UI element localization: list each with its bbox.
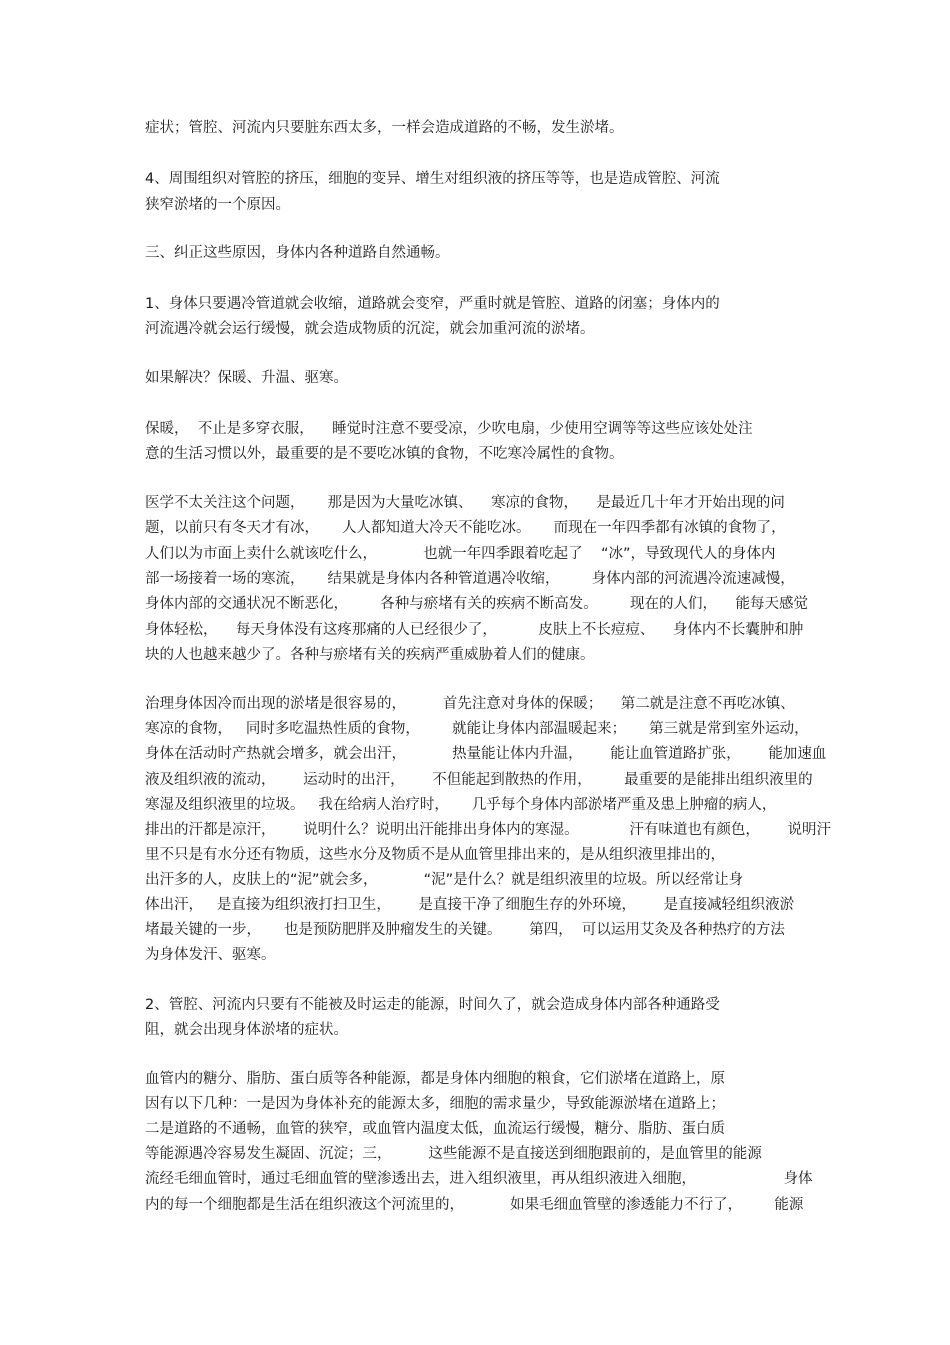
text-line: 出汗多的人，皮肤上的“泥”就会多， “泥”是什么？就是组织液里的垃圾。所以经常让身	[145, 872, 744, 888]
text-line: 因有以下几种：一是因为身体补充的能源太多，细胞的需求量少，导致能源淤堵在道路上；	[145, 1096, 725, 1112]
text-line: 三、纠正这些原因，身体内各种道路自然通畅。	[145, 245, 450, 261]
text-line: 医学不太关注这个问题， 那是因为大量吃冰镇、 寒凉的食物， 是最近几十年才开始出现的问	[145, 495, 785, 511]
text-line: 内的每一个细胞都是生活在组织液这个河流里的， 如果毛细血管壁的渗透能力不行了， 能源	[145, 1197, 804, 1213]
text-line: 身体在活动时产热就会增多，就会出汗， 热量能让体内升温， 能让血管道路扩张， 能加速血	[145, 746, 827, 762]
text-line: 里不只是有水分还有物质，这些水分及物质不是从血管里排出来的，是从组织液里排出的，	[145, 847, 725, 863]
text-line: 二是道路的不通畅，血管的狭窄，或血管内温度太低，血流运行缓慢，糖分、脂肪、蛋白质	[145, 1121, 725, 1137]
text-line: 题，以前只有冬天才有冰， 人人都知道大冷天不能吃冰。 而现在一年四季都有冰镇的食物了，	[145, 520, 786, 536]
text-line: 狭窄淤堵的一个原因。	[145, 197, 290, 213]
text-line: 保暖， 不止是多穿衣服， 睡觉时注意不要受凉，少吹电扇，少使用空调等等这些应该处处注	[145, 421, 753, 437]
text-line: 2、管腔、河流内只要有不能被及时运走的能源，时间久了，就会造成身体内部各种通路受	[145, 997, 720, 1013]
text-line: 堵最关键的一步， 也是预防肥胖及肿瘤发生的关键。 第四， 可以运用艾灸及各种热疗的方法	[145, 922, 785, 938]
text-line: 部一场接着一场的寒流， 结果就是身体内各种管道遇冷收缩， 身体内部的河流遇冷流速减慢，	[145, 571, 795, 587]
text-line: 排出的汗都是凉汗， 说明什么？说明出汗能排出身体内的寒湿。 汗有味道也有颜色， 说明汗	[145, 822, 832, 838]
text-line: 流经毛细血管时，通过毛细血管的壁渗透出去，进入组织液里，再从组织液进入细胞， 身体	[145, 1171, 813, 1187]
text-line: 阻，就会出现身体淤堵的症状。	[145, 1022, 348, 1038]
text-line: 血管内的糖分、脂肪、蛋白质等各种能源，都是身体内细胞的粮食，它们淤堵在道路上，原	[145, 1071, 725, 1087]
text-line: 身体内部的交通状况不断恶化， 各种与瘀堵有关的疾病不断高发。 现在的人们， 能每天感觉	[145, 596, 808, 612]
text-line: 块的人也越来越少了。各种与瘀堵有关的疾病严重威胁着人们的健康。	[145, 647, 595, 663]
text-line: 身体轻松， 每天身体没有这疼那痛的人已经很少了， 皮肤上不长痘痘、 身体内不长囊肿和肿	[145, 622, 804, 638]
text-line: 意的生活习惯以外，最重要的是不要吃冰镇的食物，不吃寒冷属性的食物。	[145, 446, 624, 462]
text-line: 人们以为市面上卖什么就该吃什么， 也就一年四季跟着吃起了 “冰”，导致现代人的身体内	[145, 546, 776, 562]
text-line: 为身体发汗、驱寒。	[145, 947, 276, 963]
text-line: 如果解决？保暖、升温、驱寒。	[145, 370, 348, 386]
text-line: 寒凉的食物， 同时多吃温热性质的食物， 就能让身体内部温暖起来； 第三就是常到室外运动，	[145, 721, 809, 737]
text-line: 液及组织液的流动， 运动时的出汗， 不但能起到散热的作用， 最重要的是能排出组织液里的	[145, 772, 813, 788]
text-line: 症状；管腔、河流内只要脏东西太多，一样会造成道路的不畅，发生淤堵。	[145, 120, 624, 136]
text-line: 河流遇冷就会运行缓慢，就会造成物质的沉淀，就会加重河流的淤堵。	[145, 321, 595, 337]
text-line: 4、周围组织对管腔的挤压，细胞的变异、增生对组织液的挤压等等，也是造成管腔、河流	[145, 171, 720, 187]
text-line: 等能源遇冷容易发生凝固、沉淀；三， 这些能源不是直接送到细胞跟前的，是血管里的能源	[145, 1146, 762, 1162]
text-line: 治理身体因冷而出现的淤堵是很容易的， 首先注意对身体的保暖； 第二就是注意不再吃冰镇、	[145, 696, 795, 712]
text-line: 1、身体只要遇冷管道就会收缩，道路就会变窄，严重时就是管腔、道路的闭塞；身体内的	[145, 296, 720, 312]
text-line: 体出汗， 是直接为组织液打扫卫生， 是直接干净了细胞生存的外环境， 是直接减轻组织液淤	[145, 897, 795, 913]
text-line: 寒湿及组织液里的垃圾。 我在给病人治疗时， 几乎每个身体内部淤堵严重及患上肿瘤的病人，	[145, 797, 777, 813]
